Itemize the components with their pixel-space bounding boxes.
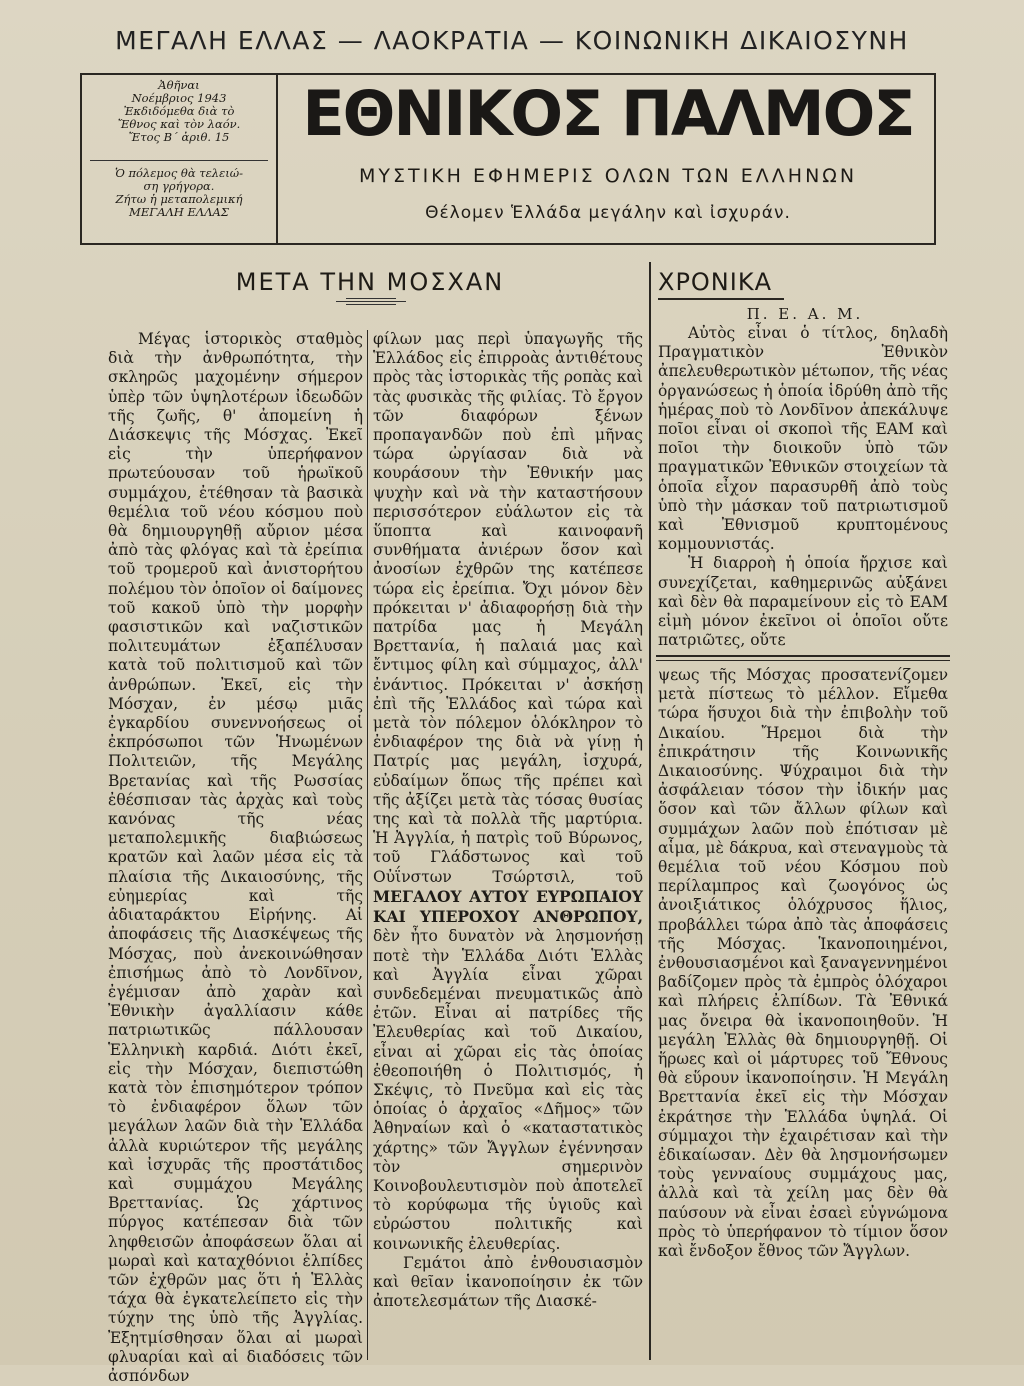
war-note-line-1: Ὁ πόλεμος θὰ τελειώ-: [114, 166, 244, 180]
chronicle-paragraph-2: Ἡ διαρροὴ ἡ ὁποία ἤρχισε καὶ συνεχίζεται, καθημερινῶς αὐξάνει καὶ δὲν θὰ παραμείνουν εἰς τὸ ΕΑΜ εἰμὴ μόνον ἐκεῖνοι οἱ ὁποῖοι οὔτε πατριῶτες, οὔτε: [658, 554, 948, 650]
main-article-continuation: [658, 666, 948, 1360]
issue-purpose-line-1: Ἐκδιδόμεθα διὰ τὸ: [123, 104, 235, 118]
article-paragraph: Γεμάτοι ἀπὸ ἐνθουσιασμὸν καὶ θεῖαν ἱκανοποίησιν ἐκ τῶν ἀποτελεσμάτων τῆς Διασκέ-: [373, 1253, 643, 1311]
newspaper-subtitle: ΜΥΣΤΙΚΗ ΕΦΗΜΕΡΙΣ ΟΛΩΝ ΤΩΝ ΕΛΛΗΝΩΝ: [358, 165, 858, 187]
column-rule-middle: [367, 330, 368, 1360]
heading-ornament: [336, 297, 406, 305]
motto-banner: ΜΕΓΑΛΗ ΕΛΛΑΣ — ΛΑΟΚΡΑΤΙΑ — ΚΟΙΝΩΝΙΚΗ ΔΙΚΑΙΟΣΥΝΗ: [115, 26, 909, 55]
war-note-line-2: ση γρήγορα.: [143, 179, 215, 193]
article-paragraph: ψεως τῆς Μόσχας προσατενίζομεν μετὰ πίστεως τὸ μέλλον. Εἴμεθα τώρα ἥσυχοι διὰ τὴν ἐπιβολὴν τοῦ Δικαίου. Ἤρεμοι διὰ τὴν ἐπικράτησιν τῆς Κοινωνικῆς Δικαιοσύνης. Ψύχραιμοι διὰ τὴν ἀσφάλειαν τόσον τὴν ἰδικήν μας ὅσον καὶ τῶν ἄλλων φίλων καὶ συμμάχων λαῶν ποὺ ἐπότισαν μὲ αἷμα, μὲ δάκρυα, καὶ στεναγμοὺς τὰ θεμέλια τοῦ νέου Κόσμου ποὺ περίλαμπρος καὶ ζωογόνος ὡς ἀνοιξιάτικος ὁλόχρυσος ἥλιος, προβάλλει τώρα ἀπὸ τὰς ἀποφάσεις τῆς Μόσχας. Ἱκανοποιημένοι, ἐνθουσιασμένοι καὶ ξαναγεννημένοι βαδίζομεν πρὸς τὰ ἐμπρὸς ὁλόχαροι καὶ πλήρεις ἐλπίδων. Τὰ Ἐθνικά μας ὄνειρα θὰ ἱκανοποιηθοῦν. Ἡ μεγάλη Ἑλλὰς θὰ δημιουργηθῇ. Οἱ ἥρωες καὶ οἱ μάρτυρες τοῦ Ἔθνους θὰ εὕρουν ἱκανοποίησιν. Ἡ Μεγάλη Βρεττανία ἐκεῖ εἰς τὴν Μόσχαν ἐκράτησε τὴν Ἑλλάδα ὑψηλά. Οἱ σύμμαχοι τὴν ἐχαιρέτισαν καὶ τὴν ἐδικαίωσαν. Δὲν θὰ λησμονήσωμεν τοὺς γενναίους συμμάχους μας, ἀλλὰ καὶ τὰ χείλη μας δὲν θὰ παύσουν νὰ εἶναι ἐσαεὶ εὐγνώμονα πρὸς τὸ ὑπερήφανον τὸ τίμιον ὅσον καὶ ἔνδοξον ἔθνος τῶν Ἄγγλων.: [658, 666, 948, 1261]
article-text: δὲν ἦτο δυνατὸν νὰ λησμονήσῃ ποτὲ τὴν Ἑλλάδα Διότι Ἑλλὰς καὶ Ἀγγλία εἶναι χῶραι συνδεδεμέναι πνευματικῶς ἀπὸ ἐτῶν. Εἶναι αἱ πατρίδες τῆς Ἐλευθερίας καὶ τοῦ Δικαίου, εἶναι αἱ χῶραι εἰς τὰς ὁποίας ἐθεοποιήθη ὁ Πολιτισμός, ἡ Σκέψις, τὸ Πνεῦμα καὶ εἰς τὰς ὁποίας ὁ ἀρχαῖος «Δῆμος» τῶν Ἀθηναίων καὶ ὁ «καταστατικὸς χάρτης» τῶν Ἄγγλων ἐγέννησαν τὸν σημερινὸν Κοινοβουλευτισμὸν ποὺ ἀποτελεῖ τὸ κορύφωμα τῆς ὑγιοῦς καὶ εὐρώστου πολιτικῆς καὶ κοινωνικῆς ἐλευθερίας.: [373, 927, 643, 1253]
chronicle-heading-underline: [658, 298, 784, 300]
issue-city: Ἀθῆναι: [158, 78, 200, 92]
section-divider-bottom: [656, 660, 950, 661]
war-note: [86, 167, 272, 219]
main-article-column-1: [108, 330, 363, 1385]
article-bold-text: ΜΕΓΑΛΟΥ ΑΥΤΟΥ ΕΥΡΩΠΑΙΟΥ ΚΑΙ ΥΠΕΡΟΧΟΥ ΑΝΘΡΩΠΟΥ,: [373, 886, 643, 927]
issue-purpose-line-2: Ἔθνος καὶ τὸν λαόν.: [117, 117, 241, 131]
issue-number: Ἔτος Β΄ ἀριθ. 15: [128, 130, 230, 144]
column-rule-right: [649, 262, 651, 1360]
masthead: [80, 73, 936, 245]
article-text: φίλων μας περὶ ὑπαγωγῆς τῆς Ἑλλάδος εἰς ἐπιρροὰς ἀντιθέτους πρὸς τὰς ἱστορικὰς τῆς ροπὰς καὶ τὰς φυσικὰς τῆς φιλίας. Τὸ ἔργον τῶν διαφόρων ξένων προπαγανδῶν ποὺ ἐπὶ μῆνας τώρα ὠργίασαν διὰ νὰ κουράσουν τὴν Ἐθνικήν μας ψυχὴν καὶ νὰ τὴν καταστήσουν περισσότερον εὐάλωτον εἰς τὰ ὕποπτα καὶ καινοφανῆ συνθήματα ἀνιέρων ὅσον καὶ ἀνοσίων ἐχθρῶν της κατέπεσε τώρα εἰς ἐρείπια. Ὄχι μόνον δὲν πρόκειται ν' ἀδιαφορήσῃ διὰ τὴν πατρίδα μας ἡ Μεγάλη Βρεττανία, ἡ παλαιά μας καὶ ἔντιμος φίλη καὶ σύμμαχος, ἀλλ' ἐνάντιος. Πρόκειται ν' ἀσκήσῃ ἐπὶ τῆς Ἑλλάδος καὶ τώρα καὶ μετὰ τὸν πόλεμον ὁλόκληρον τὸ ἐνδιαφέρον της διὰ νὰ γίνῃ ἡ Πατρίς μας μεγάλη, ἰσχυρά, εὐδαίμων ὅπως τῆς πρέπει καὶ τῆς ἀξίζει μετὰ τὰς τόσας θυσίας της καὶ τὰ πολλὰ τῆς μαρτύρια. Ἡ Ἀγγλία, ἡ πατρὶς τοῦ Βύρωνος, τοῦ Γλάδστωνος καὶ τοῦ Οὐΐνστων Τσώρτσιλ, τοῦ: [373, 330, 643, 886]
chronicle-heading: ΧΡΟΝΙΚΑ: [658, 268, 772, 296]
article-paragraph: Μέγας ἱστορικὸς σταθμὸς διὰ τὴν ἀνθρωπότητα, τὴν σκληρῶς μαχομένην σήμερον ὑπὲρ τῶν ὑψηλοτέρων ἰδεωδῶν τῆς ζωῆς, θ' ἀπομείνη ἡ Διάσκεψις τῆς Μόσχας. Ἐκεῖ εἰς τὴν ὑπερήφανον πρωτεύουσαν τοῦ ἡρωϊκοῦ συμμάχου, ἐτέθησαν τὰ βασικὰ θεμέλια τοῦ νέου κόσμου ποὺ θὰ δημιουργηθῇ αὔριον μέσα ἀπὸ τὰς φλόγας καὶ τὰ ἐρείπια τοῦ τρομεροῦ καὶ ἀνιστορήτου πολέμου τὸν ὁποῖον οἱ δαίμονες τοῦ κακοῦ ὑπὸ τὴν μορφὴν φασιστικῶν καὶ ναζιστικῶν πολιτευμάτων ἐξαπέλυσαν κατὰ τοῦ πολιτισμοῦ καὶ τῶν ἀνθρώπων. Ἐκεῖ, εἰς τὴν Μόσχαν, ἐν μέσῳ μιᾶς ἐγκαρδίου συνεννοήσεως οἱ ἐκπρόσωποι τῶν Ἡνωμένων Πολιτειῶν, τῆς Μεγάλης Βρετανίας καὶ τῆς Ρωσσίας ἐθέσπισαν τὰς ἀρχὰς καὶ τοὺς κανόνας τῆς νέας μεταπολεμικῆς διαβιώσεως κρατῶν καὶ λαῶν μέσα εἰς τὰ πλαίσια τῆς Δικαιοσύνης, τῆς εὐημερίας καὶ τῆς ἀδιαταράκτου Εἰρήνης. Αἱ ἀποφάσεις τῆς Διασκέψεως τῆς Μόσχας, ποὺ ἀνεκοινώθησαν ἐπισήμως ἀπὸ τὸ Λονδῖνον, ἐγέμισαν ἀπὸ χαρὰν καὶ Ἐθνικὴν ἀγαλλίασιν κάθε πατριωτικῶς πάλλουσαν Ἑλληνικὴ καρδιά. Διότι ἐκεῖ, εἰς τὴν Μόσχαν, διεπιστώθη κατὰ τὸν ἐπισημότερον τρόπον τὸ ἐνδιαφέρον ὅλων τῶν μεγάλων λαῶν διὰ τὴν Ἑλλάδα ἀλλὰ κυριώτερον τῆς μεγάλης καὶ ἰσχυρᾶς τῆς προστάτιδος καὶ συμμάχου Μεγάλης Βρεττανίας. Ὡς χάρτινος πύργος κατέπεσαν διὰ τῶν ληφθεισῶν ἀποφάσεων ὅλαι αἱ μωραὶ καὶ καταχθόνιοι ἐλπίδες τῶν ἐχθρῶν μας ὅτι ἡ Ἑλλὰς τάχα θὰ ἐγκατελείπετο εἰς τὴν τύχην της ὑπὸ τῆς Ἀγγλίας. Ἐξητμίσθησαν ὅλαι αἱ μωραὶ φλυαρίαι καὶ αἱ διαδόσεις τῶν ἀσπόνδων: [108, 330, 363, 1385]
info-divider: [90, 160, 268, 161]
newspaper-slogan: Θέλομεν Ἑλλάδα μεγάλην καὶ ἰσχυράν.: [425, 203, 791, 223]
masthead-info-box: [82, 75, 278, 243]
issue-date: Νοέμβριος 1943: [131, 91, 227, 105]
main-article-column-2: [373, 330, 643, 1360]
article-paragraph: [373, 330, 643, 1254]
chronicle-column: [658, 324, 948, 649]
section-divider-top: [656, 655, 950, 657]
issue-info: [86, 79, 272, 144]
main-article-heading: ΜΕΤΑ ΤΗΝ ΜΟΣΧΑΝ: [235, 268, 505, 296]
war-note-line-4: ΜΕΓΑΛΗ ΕΛΛΑΣ: [129, 205, 229, 219]
war-note-line-3: Ζήτω ἡ μεταπολεμική: [115, 192, 243, 206]
chronicle-subheading: Π. Ε. Α. Μ.: [746, 305, 864, 323]
chronicle-paragraph-1: Αὐτὸς εἶναι ὁ τίτλος, δηλαδὴ Πραγματικὸν Ἐθνικὸν ἀπελευθερωτικὸν μέτωπον, τῆς νέας ὀργανώσεως ἡ ὁποία ἱδρύθη ἀπὸ τῆς ἡμέρας ποὺ τὸ Λονδῖνον ἀπεκάλυψε ποῖοι εἶναι οἱ σκοποὶ τῆς ΕΑΜ καὶ ποῖοι τὴν διοικοῦν ὑπὸ τῶν πραγματικῶν Ἐθνικῶν στοιχείων τὰ ὁποῖα εἶχον παρασυρθῆ ἀπὸ τοὺς ὑπὸ τὴν μάσκαν τοῦ πατριωτισμοῦ καὶ Ἐθνισμοῦ κρυπτομένους κομμουνιστάς.: [658, 324, 948, 554]
newspaper-title: ΕΘΝΙΚΟΣ ΠΑΛΜΟΣ: [302, 77, 914, 150]
